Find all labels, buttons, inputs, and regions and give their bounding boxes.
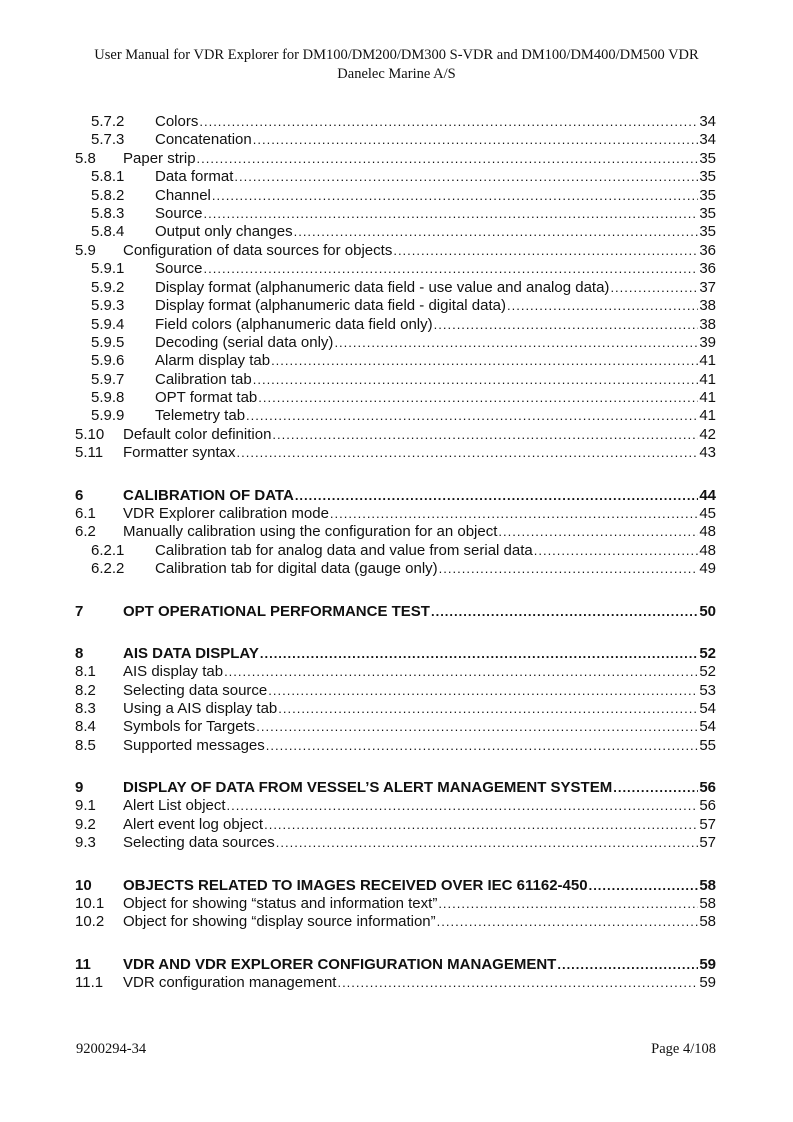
toc-entry-number: 9: [75, 779, 84, 796]
toc-entry-number: 5.7.3: [91, 131, 125, 148]
toc-dot-leader: [253, 131, 699, 149]
toc-entry-leader-line: [155, 371, 716, 389]
toc-entry-page: 38: [699, 297, 716, 314]
toc-entry-number: 5.9.9: [91, 407, 125, 424]
toc-entry-page: 43: [699, 444, 716, 461]
toc-entry-page: 35: [699, 205, 716, 222]
toc-entry-page: 50: [699, 603, 716, 620]
toc-entry-page: 57: [699, 816, 716, 833]
toc-entry-number: 5.9.8: [91, 389, 125, 406]
toc-dot-leader: [334, 334, 698, 352]
toc-entry-leader-line: [123, 718, 716, 736]
toc-entry-number: 8.4: [75, 718, 96, 735]
toc-entry-number: 7: [75, 603, 84, 620]
toc-entry-leader-line: [155, 168, 716, 186]
toc-entry-title: VDR AND VDR EXPLORER CONFIGURATION MANAGEMENT: [123, 956, 557, 973]
toc-entry[interactable]: [0, 645, 793, 663]
toc-entry-number: 5.10: [75, 426, 105, 443]
toc-entry-leader-line: [155, 113, 716, 131]
toc-entry-leader-line: [123, 700, 716, 718]
toc-dot-leader: [204, 260, 699, 278]
toc-dot-leader: [258, 389, 698, 407]
toc-dot-leader: [393, 242, 698, 260]
toc-entry-title: Field colors (alphanumeric data field only): [155, 316, 433, 333]
toc-entry-leader-line: [155, 542, 716, 560]
toc-entry-page: 35: [699, 223, 716, 240]
toc-entry-page: 34: [699, 113, 716, 130]
toc-entry-page: 45: [699, 505, 716, 522]
toc-entry-leader-line: [155, 131, 716, 149]
toc-dot-leader: [234, 168, 698, 186]
toc-entry[interactable]: [0, 895, 793, 913]
toc-entry-number: 5.9.6: [91, 352, 125, 369]
toc-entry-title: Symbols for Targets: [123, 718, 256, 735]
toc-entry-leader-line: [155, 260, 716, 278]
page-number: Page 4/108: [651, 1041, 716, 1057]
toc-entry-leader-line: [155, 187, 716, 205]
toc-entry-number: 8.5: [75, 737, 96, 754]
toc-entry-title: Object for showing “display source information”: [123, 913, 436, 930]
toc-entry-title: Object for showing “status and information text”: [123, 895, 438, 912]
toc-entry-page: 35: [699, 150, 716, 167]
toc-dot-leader: [534, 542, 699, 560]
toc-entry[interactable]: [0, 371, 793, 389]
toc-entry-title: Selecting data source: [123, 682, 268, 699]
toc-entry[interactable]: [0, 956, 793, 974]
toc-entry-number: 5.9.2: [91, 279, 125, 296]
toc-entry-number: 5.9.4: [91, 316, 125, 333]
toc-entry-page: 41: [699, 371, 716, 388]
toc-entry[interactable]: [0, 444, 793, 462]
toc-entry[interactable]: [0, 316, 793, 334]
toc-dot-leader: [264, 816, 698, 834]
toc-entry-title: AIS DATA DISPLAY: [123, 645, 259, 662]
toc-entry-number: 11: [75, 956, 91, 973]
toc-entry[interactable]: [0, 663, 793, 681]
toc-entry-page: 53: [699, 682, 716, 699]
toc-entry[interactable]: [0, 168, 793, 186]
toc-entry-page: 55: [699, 737, 716, 754]
toc-entry[interactable]: [0, 487, 793, 505]
toc-entry-title: Supported messages: [123, 737, 265, 754]
toc-dot-leader: [610, 279, 698, 297]
toc-entry-title: Default color definition: [123, 426, 272, 443]
toc-entry-title: Using a AIS display tab: [123, 700, 278, 717]
toc-entry-leader-line: [155, 297, 716, 315]
toc-entry-number: 10: [75, 877, 92, 894]
toc-entry-title: Colors: [155, 113, 199, 130]
document-number: 9200294-34: [76, 1041, 147, 1057]
toc-dot-leader: [276, 834, 699, 852]
toc-entry-leader-line: [123, 956, 716, 974]
toc-entry-number: 9.2: [75, 816, 96, 833]
toc-entry[interactable]: [0, 797, 793, 815]
toc-entry-title: CALIBRATION OF DATA: [123, 487, 294, 504]
toc-entry-page: 35: [699, 187, 716, 204]
toc-entry-leader-line: [123, 505, 716, 523]
toc-entry-leader-line: [155, 316, 716, 334]
toc-entry-page: 56: [699, 779, 716, 796]
toc-dot-leader: [212, 187, 698, 205]
toc-entry-leader-line: [123, 426, 716, 444]
toc-entry[interactable]: [0, 407, 793, 425]
toc-entry-page: 34: [699, 131, 716, 148]
toc-entry-page: 37: [699, 279, 716, 296]
toc-entry-page: 44: [699, 487, 716, 504]
toc-entry-title: OPT OPERATIONAL PERFORMANCE TEST: [123, 603, 430, 620]
toc-entry-page: 48: [699, 542, 716, 559]
toc-dot-leader: [278, 700, 698, 718]
toc-entry-number: 5.8.1: [91, 168, 125, 185]
toc-dot-leader: [271, 352, 698, 370]
toc-entry[interactable]: [0, 816, 793, 834]
toc-dot-leader: [439, 560, 699, 578]
toc-entry[interactable]: [0, 560, 793, 578]
toc-entry[interactable]: [0, 718, 793, 736]
toc-dot-leader: [260, 645, 698, 663]
toc-entry-leader-line: [123, 779, 716, 797]
toc-entry-page: 56: [699, 797, 716, 814]
toc-entry-page: 36: [699, 242, 716, 259]
toc-entry-title: Concatenation: [155, 131, 252, 148]
toc-dot-leader: [268, 682, 698, 700]
toc-entry[interactable]: [0, 334, 793, 352]
toc-entry-number: 8.3: [75, 700, 96, 717]
toc-dot-leader: [557, 956, 698, 974]
toc-entry-leader-line: [123, 877, 716, 895]
toc-entry-leader-line: [123, 834, 716, 852]
toc-entry-number: 8: [75, 645, 84, 662]
toc-entry-leader-line: [155, 205, 716, 223]
toc-entry[interactable]: [0, 834, 793, 852]
toc-dot-leader: [266, 737, 699, 755]
toc-entry-leader-line: [123, 682, 716, 700]
toc-entry-leader-line: [123, 974, 716, 992]
toc-entry-leader-line: [155, 560, 716, 578]
toc-entry-leader-line: [123, 603, 716, 621]
header-title: User Manual for VDR Explorer for DM100/DM200/DM300 S-VDR and DM100/DM400/DM500 VDR: [94, 47, 699, 63]
toc-entry-page: 36: [699, 260, 716, 277]
toc-entry-title: Configuration of data sources for objects: [123, 242, 393, 259]
toc-entry-page: 54: [699, 718, 716, 735]
toc-dot-leader: [613, 779, 698, 797]
toc-entry[interactable]: [0, 877, 793, 895]
toc-dot-leader: [256, 718, 698, 736]
toc-entry-leader-line: [123, 737, 716, 755]
toc-entry-title: Formatter syntax: [123, 444, 236, 461]
toc-entry[interactable]: [0, 187, 793, 205]
page-header: [0, 46, 793, 84]
toc-entry-number: 5.8.4: [91, 223, 125, 240]
toc-entry-number: 6.2: [75, 523, 96, 540]
toc-entry-page: 38: [699, 316, 716, 333]
toc-entry-page: 41: [699, 407, 716, 424]
toc-entry-page: 42: [699, 426, 716, 443]
toc-entry[interactable]: [0, 779, 793, 797]
toc-dot-leader: [589, 877, 699, 895]
toc-entry-number: 5.9.5: [91, 334, 125, 351]
toc-entry-leader-line: [123, 150, 716, 168]
toc-dot-leader: [199, 113, 698, 131]
toc-entry-page: 52: [699, 663, 716, 680]
toc-entry-leader-line: [123, 444, 716, 462]
toc-entry-title: VDR configuration management: [123, 974, 337, 991]
toc-entry-title: Alert event log object: [123, 816, 264, 833]
toc-entry-number: 6.2.2: [91, 560, 125, 577]
toc-dot-leader: [431, 603, 698, 621]
toc-entry-number: 9.3: [75, 834, 96, 851]
toc-dot-leader: [253, 371, 699, 389]
toc-dot-leader: [224, 663, 698, 681]
toc-dot-leader: [295, 487, 699, 505]
toc-entry-page: 58: [699, 877, 716, 894]
toc-entry-number: 5.7.2: [91, 113, 125, 130]
toc-entry-number: 5.8.3: [91, 205, 125, 222]
toc-entry-number: 8.2: [75, 682, 96, 699]
toc-entry[interactable]: [0, 131, 793, 149]
toc-entry[interactable]: [0, 279, 793, 297]
toc-entry-leader-line: [123, 487, 716, 505]
toc-entry-number: 5.11: [75, 444, 104, 461]
toc-entry-title: Decoding (serial data only): [155, 334, 334, 351]
toc-entry-title: AIS display tab: [123, 663, 224, 680]
toc-entry-leader-line: [155, 389, 716, 407]
toc-dot-leader: [246, 407, 698, 425]
toc-entry[interactable]: [0, 603, 793, 621]
toc-entry[interactable]: [0, 242, 793, 260]
toc-dot-leader: [507, 297, 698, 315]
toc-entry-number: 5.9.1: [91, 260, 125, 277]
toc-entry-title: Calibration tab for digital data (gauge only): [155, 560, 438, 577]
toc-entry[interactable]: [0, 205, 793, 223]
toc-entry-page: 41: [699, 352, 716, 369]
toc-entry-leader-line: [155, 223, 716, 241]
toc-entry-leader-line: [123, 523, 716, 541]
toc-entry[interactable]: [0, 297, 793, 315]
toc-entry-title: Alarm display tab: [155, 352, 271, 369]
page-footer: [0, 1039, 793, 1059]
toc-entry[interactable]: [0, 523, 793, 541]
toc-entry-page: 59: [699, 974, 716, 991]
toc-entry-leader-line: [155, 334, 716, 352]
toc-dot-leader: [204, 205, 699, 223]
toc-entry-leader-line: [123, 895, 716, 913]
toc-entry-leader-line: [155, 352, 716, 370]
toc-entry-title: OBJECTS RELATED TO IMAGES RECEIVED OVER IEC 61162-450: [123, 877, 588, 894]
toc-entry[interactable]: [0, 389, 793, 407]
header-company: Danelec Marine A/S: [337, 66, 456, 82]
toc-entry[interactable]: [0, 974, 793, 992]
toc-dot-leader: [437, 913, 699, 931]
toc-entry-leader-line: [155, 407, 716, 425]
toc-entry-number: 10.2: [75, 913, 105, 930]
toc-entry[interactable]: [0, 505, 793, 523]
toc-entry-page: 39: [699, 334, 716, 351]
toc-entry-page: 58: [699, 913, 716, 930]
toc-entry-title: Source: [155, 260, 203, 277]
toc-entry-title: Paper strip: [123, 150, 196, 167]
toc-entry[interactable]: [0, 113, 793, 131]
toc-dot-leader: [337, 974, 698, 992]
toc-entry-leader-line: [123, 816, 716, 834]
toc-entry[interactable]: [0, 223, 793, 241]
toc-entry[interactable]: [0, 150, 793, 168]
toc-entry-title: Display format (alphanumeric data field - use value and analog data): [155, 279, 610, 296]
toc-entry-number: 5.9.7: [91, 371, 125, 388]
toc-entry-number: 5.9: [75, 242, 96, 259]
toc-entry-title: Calibration tab for analog data and value from serial data: [155, 542, 533, 559]
toc-entry-number: 5.8.2: [91, 187, 125, 204]
toc-dot-leader: [438, 895, 698, 913]
toc-entry-title: Manually calibration using the configuration for an object: [123, 523, 498, 540]
toc-entry[interactable]: [0, 426, 793, 444]
toc-entry-leader-line: [123, 913, 716, 931]
toc-entry-page: 59: [699, 956, 716, 973]
toc-dot-leader: [498, 523, 698, 541]
toc-entry-title: Channel: [155, 187, 211, 204]
toc-entry-number: 5.8: [75, 150, 96, 167]
toc-entry[interactable]: [0, 352, 793, 370]
toc-entry-page: 57: [699, 834, 716, 851]
toc-entry-title: Output only changes: [155, 223, 293, 240]
toc-entry-page: 35: [699, 168, 716, 185]
toc-entry[interactable]: [0, 737, 793, 755]
toc-entry-title: DISPLAY OF DATA FROM VESSEL’S ALERT MANAGEMENT SYSTEM: [123, 779, 613, 796]
toc-entry-page: 52: [699, 645, 716, 662]
toc-dot-leader: [272, 426, 698, 444]
toc-entry-number: 8.1: [75, 663, 96, 680]
toc-dot-leader: [294, 223, 699, 241]
toc-entry-number: 10.1: [75, 895, 105, 912]
toc-entry[interactable]: [0, 682, 793, 700]
toc-dot-leader: [330, 505, 698, 523]
toc-entry-page: 58: [699, 895, 716, 912]
toc-entry[interactable]: [0, 260, 793, 278]
toc-entry-number: 6.1: [75, 505, 96, 522]
toc-entry-number: 6.2.1: [91, 542, 125, 559]
toc-entry[interactable]: [0, 700, 793, 718]
toc-entry-number: 9.1: [75, 797, 96, 814]
toc-entry-page: 54: [699, 700, 716, 717]
toc-entry-page: 48: [699, 523, 716, 540]
toc-entry-title: Source: [155, 205, 203, 222]
toc-entry-leader-line: [155, 279, 716, 297]
toc-entry[interactable]: [0, 542, 793, 560]
toc-entry-title: Display format (alphanumeric data field - digital data): [155, 297, 506, 314]
toc-dot-leader: [197, 150, 699, 168]
toc-entry-title: OPT format tab: [155, 389, 258, 406]
toc-entry-leader-line: [123, 242, 716, 260]
toc-dot-leader: [237, 444, 699, 462]
toc-entry-page: 49: [699, 560, 716, 577]
toc-entry-leader-line: [123, 797, 716, 815]
toc-dot-leader: [227, 797, 699, 815]
toc-entry-number: 5.9.3: [91, 297, 125, 314]
toc-entry-page: 41: [699, 389, 716, 406]
toc-entry-number: 11.1: [75, 974, 104, 991]
toc-entry-title: Selecting data sources: [123, 834, 275, 851]
toc-entry-title: Data format: [155, 168, 234, 185]
toc-entry-title: Alert List object: [123, 797, 226, 814]
toc-entry[interactable]: [0, 913, 793, 931]
toc-entry-leader-line: [123, 645, 716, 663]
toc-dot-leader: [434, 316, 699, 334]
toc-entry-number: 6: [75, 487, 84, 504]
toc-entry-title: Telemetry tab: [155, 407, 246, 424]
toc-entry-title: Calibration tab: [155, 371, 252, 388]
toc-entry-leader-line: [123, 663, 716, 681]
toc-entry-title: VDR Explorer calibration mode: [123, 505, 329, 522]
